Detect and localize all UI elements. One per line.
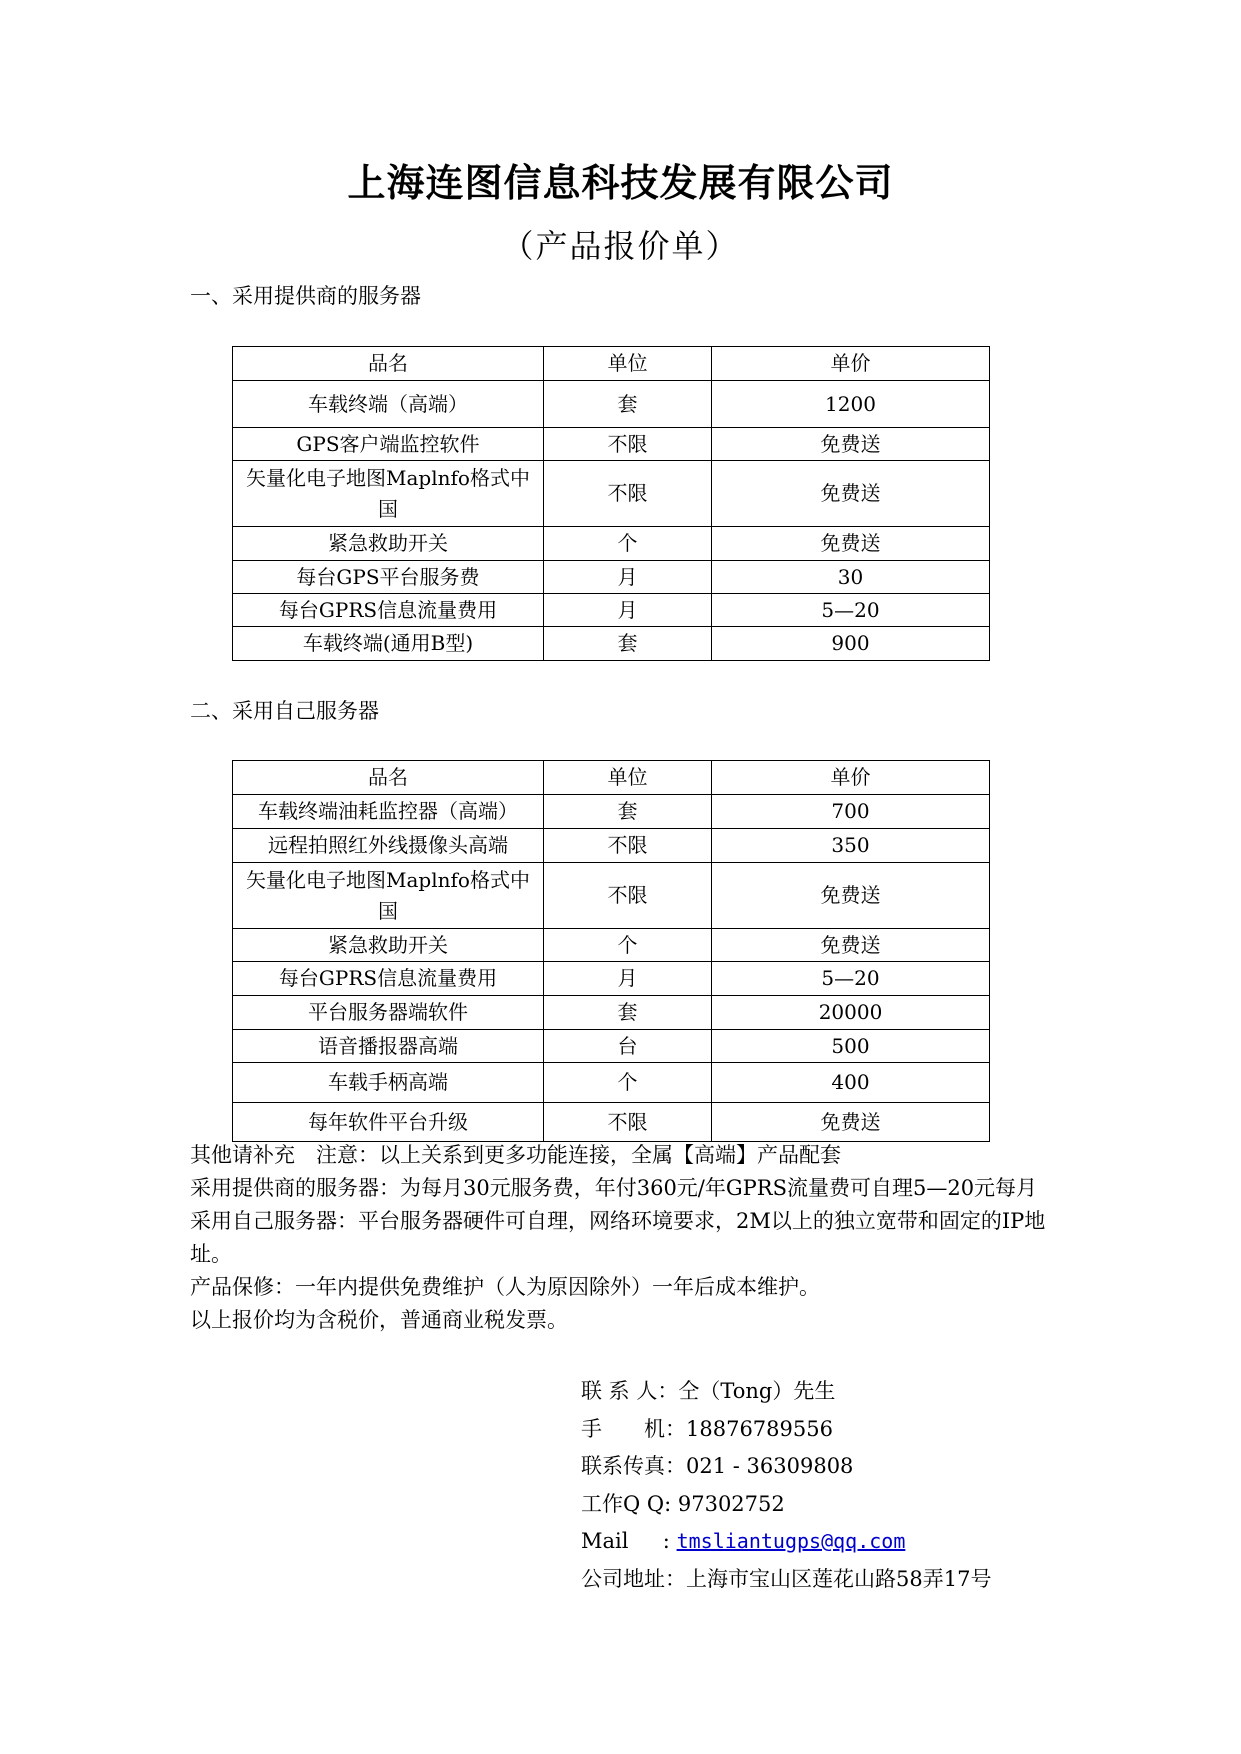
contact-mobile-label: 手 机：: [581, 1416, 686, 1441]
product-name-cell: 远程拍照红外线摄像头高端: [233, 829, 544, 863]
document-title: （产品报价单）: [501, 227, 740, 265]
price-table-own-server: [232, 760, 990, 1142]
price-cell: 400: [712, 1063, 990, 1103]
product-name-cell: 车载手柄高端: [233, 1063, 544, 1103]
table-header-row: [233, 761, 990, 795]
contact-mobile-row: [581, 1411, 991, 1449]
product-name-cell: 矢量化电子地图Maplnfo格式中国: [233, 863, 544, 929]
table-row: [233, 561, 990, 594]
unit-cell: 台: [544, 1030, 712, 1063]
table-row: [233, 863, 990, 929]
price-cell: 免费送: [712, 461, 990, 527]
contact-block: [581, 1373, 991, 1598]
contact-address-label: 公司地址：: [581, 1566, 686, 1591]
unit-cell: 套: [544, 996, 712, 1030]
table-row: [233, 381, 990, 428]
unit-cell: 月: [544, 594, 712, 627]
note-tax-invoice: 以上报价均为含税价，普通商业税发票。: [190, 1308, 568, 1332]
unit-cell: 套: [544, 795, 712, 829]
price-cell: 免费送: [712, 929, 990, 962]
product-name-cell: 车载终端(通用B型): [233, 627, 544, 661]
table-row: [233, 962, 990, 996]
contact-person: 仝（Tong）先生: [678, 1379, 836, 1403]
price-cell: 免费送: [712, 863, 990, 929]
contact-mail-row: [581, 1523, 991, 1561]
product-name-cell: GPS客户端监控软件: [233, 428, 544, 461]
table-row: [233, 527, 990, 561]
price-cell: 免费送: [712, 527, 990, 561]
unit-cell: 不限: [544, 461, 712, 527]
table-row: [233, 1103, 990, 1142]
table-row: [233, 428, 990, 461]
unit-cell: 个: [544, 929, 712, 962]
product-name-cell: 平台服务器端软件: [233, 996, 544, 1030]
price-cell: 900: [712, 627, 990, 661]
table-row: [233, 1063, 990, 1103]
table-row: [233, 1030, 990, 1063]
price-cell: 20000: [712, 996, 990, 1030]
header-unit: 单位: [544, 761, 712, 795]
contact-fax-row: [581, 1448, 991, 1486]
table-row: [233, 929, 990, 962]
price-cell: 5—20: [712, 962, 990, 996]
unit-cell: 不限: [544, 829, 712, 863]
unit-cell: 个: [544, 527, 712, 561]
notes-block: [190, 1139, 1060, 1337]
contact-person-row: [581, 1373, 991, 1411]
product-name-cell: 矢量化电子地图Maplnfo格式中国: [233, 461, 544, 527]
contact-mobile: 18876789556: [686, 1416, 833, 1441]
contact-qq-label: 工作Q Q:: [581, 1491, 678, 1516]
product-name-cell: 语音播报器高端: [233, 1030, 544, 1063]
price-cell: 700: [712, 795, 990, 829]
unit-cell: 月: [544, 962, 712, 996]
header-product-name: 品名: [233, 347, 544, 381]
product-name-cell: 车载终端油耗监控器（高端）: [233, 795, 544, 829]
table-row: [233, 594, 990, 627]
price-cell: 5—20: [712, 594, 990, 627]
price-cell: 500: [712, 1030, 990, 1063]
price-cell: 1200: [712, 381, 990, 428]
contact-fax-label: 联系传真：: [581, 1454, 686, 1478]
product-name-cell: 每台GPRS信息流量费用: [233, 962, 544, 996]
contact-mail-label: Mail :: [581, 1529, 670, 1553]
section-2-heading: 二、采用自己服务器: [190, 699, 379, 723]
product-name-cell: 每年软件平台升级: [233, 1103, 544, 1142]
product-name-cell: 每台GPS平台服务费: [233, 561, 544, 594]
unit-cell: 个: [544, 1063, 712, 1103]
unit-cell: 不限: [544, 863, 712, 929]
contact-fax: 021 - 36309808: [686, 1454, 854, 1478]
product-name-cell: 紧急救助开关: [233, 527, 544, 561]
contact-qq: 97302752: [677, 1491, 785, 1516]
price-cell: 350: [712, 829, 990, 863]
note-warranty: 产品保修：一年内提供免费维护（人为原因除外）一年后成本维护。: [190, 1275, 820, 1299]
table-row: [233, 829, 990, 863]
table-row: [233, 795, 990, 829]
contact-qq-row: [581, 1486, 991, 1524]
note-provider-server: 采用提供商的服务器：为每月30元服务费，年付360元/年GPRS流量费可自理5—20元每月: [190, 1176, 1038, 1200]
company-name: 上海连图信息科技发展有限公司: [347, 160, 894, 205]
price-cell: 30: [712, 561, 990, 594]
contact-email-link[interactable]: tmsliantugps@qq.com: [676, 1529, 906, 1553]
unit-cell: 不限: [544, 428, 712, 461]
header-unit: 单位: [544, 347, 712, 381]
table-header-row: [233, 347, 990, 381]
price-cell: 免费送: [712, 428, 990, 461]
unit-cell: 套: [544, 627, 712, 661]
unit-cell: 月: [544, 561, 712, 594]
table-row: [233, 996, 990, 1030]
header-unit-price: 单价: [712, 347, 990, 381]
header-unit-price: 单价: [712, 761, 990, 795]
price-cell: 免费送: [712, 1103, 990, 1142]
note-other: 其他请补充 注意：以上关系到更多功能连接，全属【高端】产品配套: [190, 1143, 841, 1167]
contact-address-row: [581, 1561, 991, 1599]
unit-cell: 套: [544, 381, 712, 428]
table-row: [233, 461, 990, 527]
unit-cell: 不限: [544, 1103, 712, 1142]
price-table-provider-server: [232, 346, 990, 661]
contact-person-label: 联 系 人：: [581, 1379, 679, 1403]
table-row: [233, 627, 990, 661]
product-name-cell: 紧急救助开关: [233, 929, 544, 962]
product-name-cell: 车载终端（高端）: [233, 381, 544, 428]
note-own-server: 采用自己服务器：平台服务器硬件可自理，网络环境要求，2M以上的独立宽带和固定的IP地址。: [190, 1209, 1046, 1266]
section-1-heading: 一、采用提供商的服务器: [190, 284, 421, 308]
product-name-cell: 每台GPRS信息流量费用: [233, 594, 544, 627]
header-product-name: 品名: [233, 761, 544, 795]
contact-address: 上海市宝山区莲花山路58弄17号: [686, 1566, 992, 1591]
